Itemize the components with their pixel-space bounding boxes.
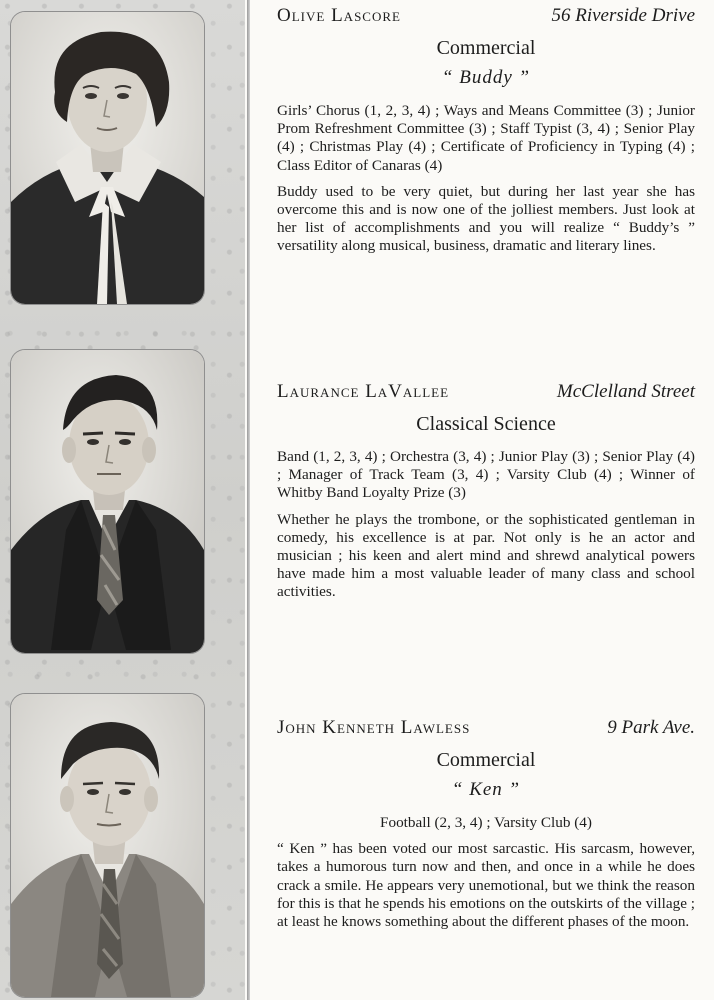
student-activities: Band (1, 2, 3, 4) ; Orchestra (3, 4) ; Junior Play (3) ; Senior Play (4) ; Manager of Track Team (3, 4) ; Varsity Club (4) ; Winner of Whitby Band Loyalty Prize (3) <box>277 448 695 502</box>
portrait-laurance-lavallee <box>11 350 204 653</box>
student-address: McClelland Street <box>556 381 695 402</box>
student-course: Commercial <box>436 37 536 59</box>
student-address: 9 Park Ave. <box>607 717 695 738</box>
student-entry-laurance-lavallee <box>277 380 695 602</box>
student-course: Classical Science <box>416 413 556 435</box>
student-nickname: “ Ken ” <box>451 779 521 800</box>
student-nickname: “ Buddy ” <box>441 67 531 88</box>
student-activities: Girls’ Chorus (1, 2, 3, 4) ; Ways and Means Committee (3) ; Junior Prom Refreshment Committee (3) ; Staff Typist (3, 4) ; Senior Play (4) ; Christmas Play (4) ; Certificate of Proficiency in Typing (4) ; Class Editor of Canaras (4) <box>277 102 695 174</box>
student-name: John Kenneth Lawless <box>277 717 471 738</box>
student-name: Laurance LaVallee <box>277 381 450 402</box>
student-bio: “ Ken ” has been voted our most sarcastic. His sarcasm, however, takes a humorous turn now and then, and once in a while he does crack a smile. He appears very unemotional, but we think the reason for this is that he spends his emotions on the outskirts of the village ; at least he knows something about the different phases of the moon. <box>277 840 695 931</box>
entry-header <box>277 380 695 404</box>
portrait-olive-lascore <box>11 12 204 304</box>
portrait-john-kenneth-lawless <box>11 694 204 997</box>
entry-header <box>277 4 695 28</box>
student-name: Olive Lascore <box>277 5 401 26</box>
student-activities: Football (2, 3, 4) ; Varsity Club (4) <box>380 814 592 831</box>
student-address: 56 Riverside Drive <box>551 5 695 26</box>
student-bio: Buddy used to be very quiet, but during her last year she has overcome this and is now one of the jolliest members. Just look at her list of accomplishments and you will realize “ Buddy’s ” versatility along musical, business, dramatic and literary lines. <box>277 182 695 255</box>
entry-header <box>277 716 695 740</box>
student-entry-olive-lascore <box>277 4 695 256</box>
column-divider <box>247 0 250 1000</box>
student-bio: Whether he plays the trombone, or the sophisticated gentleman in comedy, his excellence is at par. Not only is he an actor and musician ; his keen and alert mind and shrewd analytical powers have made him a most valuable leader of many class and school activities. <box>277 510 695 601</box>
student-entry-john-kenneth-lawless <box>277 716 695 931</box>
student-course: Commercial <box>436 749 536 771</box>
